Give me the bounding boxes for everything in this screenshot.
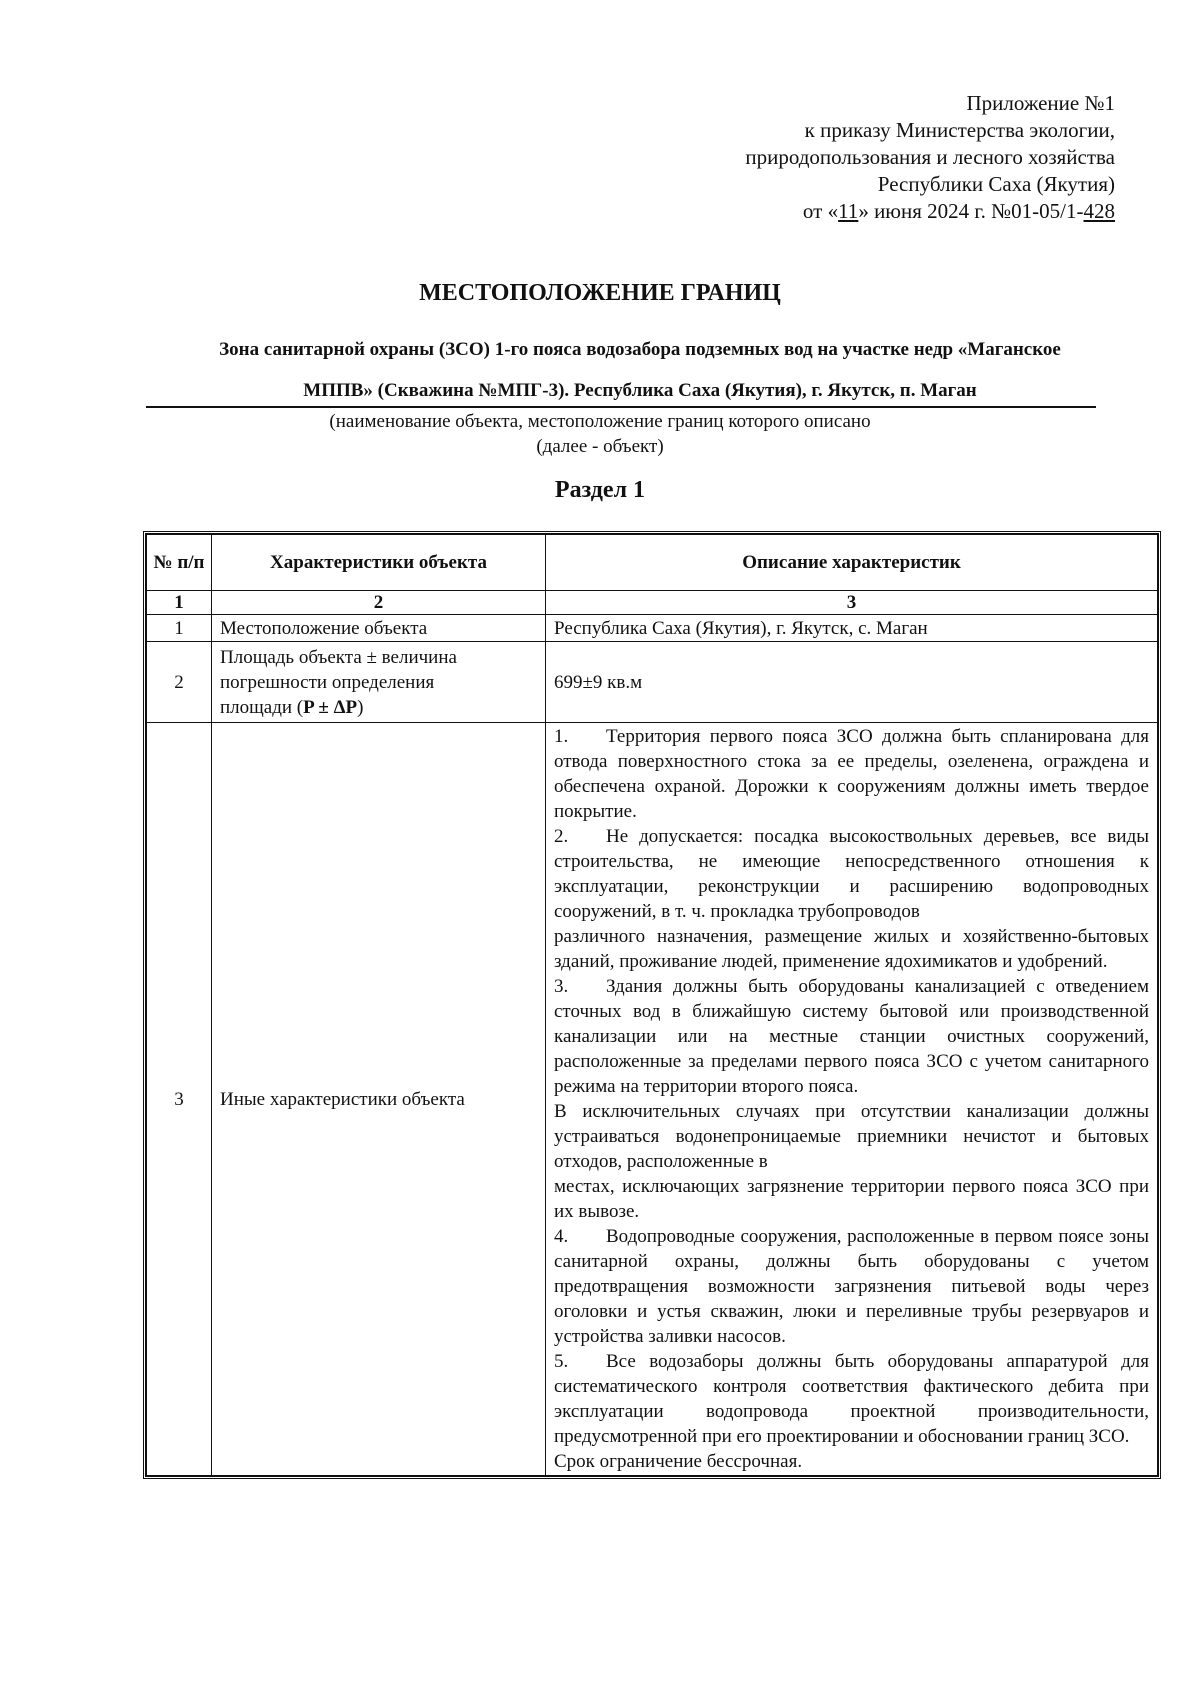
requirement-paragraph-5: 5. Все водозаборы должны быть оборудованы аппаратурой для систематического контроля соответствия фактического дебита при эксплуатации водопровода проектной производительности, предусмотренной при его проектировании и обосновании границ ЗСО. [554, 1351, 1149, 1447]
area-formula-prefix: площади ( [220, 696, 304, 718]
table-row [147, 723, 1158, 1476]
requirement-paragraph-3-cont: В исключительных случаях при отсутствии канализации должны устраиваться водонепроницаемые приемники нечистот и бытовых отходов, расположенные в [554, 1101, 1149, 1172]
appendix-line-1: Приложение №1 [966, 91, 1115, 115]
date-prefix: от « [802, 199, 839, 223]
requirement-paragraph-1: 1. Территория первого пояса ЗСО должна быть спланирована для отвода поверхностного стока за ее пределы, озеленена, ограждена и обеспечена охраной. Дорожки к сооружениям должны иметь твердое покрытие. [554, 726, 1149, 822]
index-cell: 2 [212, 591, 546, 615]
header-characteristic: Характеристики объекта [212, 535, 546, 591]
appendix-line-3: природопользования и лесного хозяйства [745, 145, 1115, 169]
requirement-paragraph-3-cont2: местах, исключающих загрязнение территории первого пояса ЗСО при их вывозе. [554, 1176, 1149, 1222]
appendix-block [595, 90, 1115, 225]
row-characteristic [212, 642, 546, 723]
index-cell: 3 [546, 591, 1158, 615]
requirement-paragraph-2: 2. Не допускается: посадка высокоствольных деревьев, все виды строительства, не имеющие непосредственного отношения к эксплуатации, реконструкции и расширению водопроводных сооружений, в т. ч. прокладка трубопроводов [554, 826, 1149, 922]
restriction-term: Срок ограничение бессрочная. [554, 1451, 803, 1472]
document-title: МЕСТОПОЛОЖЕНИЕ ГРАНИЦ [419, 280, 781, 306]
table-header-row [147, 535, 1158, 591]
area-label-line-1: Площадь объекта ± величина [220, 646, 457, 668]
table-row [147, 615, 1158, 642]
area-formula-suffix: ) [357, 696, 364, 718]
area-label-line-2: погрешности определения [220, 671, 435, 693]
header-description: Описание характеристик [546, 535, 1158, 591]
requirement-paragraph-2-cont: различного назначения, размещение жилых и хозяйственно-бытовых зданий, проживание людей, применение ядохимикатов и удобрений. [554, 926, 1149, 972]
section-heading: Раздел 1 [554, 477, 646, 503]
row-num: 2 [147, 642, 212, 723]
object-name-line-1: Зона санитарной охраны (ЗСО) 1-го пояса водозабора подземных вод на участке недр «Маганское [219, 339, 1061, 360]
date-day: 11 [838, 199, 859, 223]
object-caption [0, 409, 1200, 459]
caption-line-1: (наименование объекта, местоположение границ которого описано [329, 411, 871, 432]
row-description [546, 723, 1158, 1476]
row-characteristic: Иные характеристики объекта [212, 723, 546, 1476]
table-row [147, 642, 1158, 723]
appendix-line-2: к приказу Министерства экологии, [804, 118, 1115, 142]
table-index-row [147, 591, 1158, 615]
date-middle: » июня 2024 г. №01-05/1- [858, 199, 1084, 223]
row-num: 3 [147, 723, 212, 1476]
requirement-paragraph-3: 3. Здания должны быть оборудованы канализацией с отведением сточных вод в ближайшую систему бытовой или производственной канализации или на местные станции очистных сооружений, расположенные за пределами первого пояса ЗСО с учетом санитарного режима на территории второго пояса. [554, 976, 1149, 1097]
order-number: 428 [1083, 199, 1115, 223]
row-num: 1 [147, 615, 212, 642]
object-name-line-2: МППВ» (Скважина №МПГ-3). Республика Саха (Якутия), г. Якутск, п. Маган [303, 380, 977, 401]
object-name [140, 329, 1140, 411]
characteristics-table [143, 531, 1161, 1479]
row-description: 699±9 кв.м [546, 642, 1158, 723]
area-formula: P ± ΔP [303, 696, 358, 718]
appendix-line-4: Республики Саха (Якутия) [877, 172, 1115, 196]
caption-line-2: (далее - объект) [536, 436, 664, 457]
index-cell: 1 [147, 591, 212, 615]
requirement-paragraph-4: 4. Водопроводные сооружения, расположенные в первом поясе зоны санитарной охраны, должны быть оборудованы с учетом предотвращения возможности загрязнения питьевой воды через оголовки и устья скважин, люки и переливные трубы резервуаров и устройства заливки насосов. [554, 1226, 1149, 1347]
appendix-date-line [595, 198, 1115, 225]
header-num: № п/п [147, 535, 212, 591]
underline-rule [146, 406, 1096, 408]
area-label-line-3 [220, 695, 537, 720]
row-description: Республика Саха (Якутия), г. Якутск, с. Маган [546, 615, 1158, 642]
row-characteristic: Местоположение объекта [212, 615, 546, 642]
